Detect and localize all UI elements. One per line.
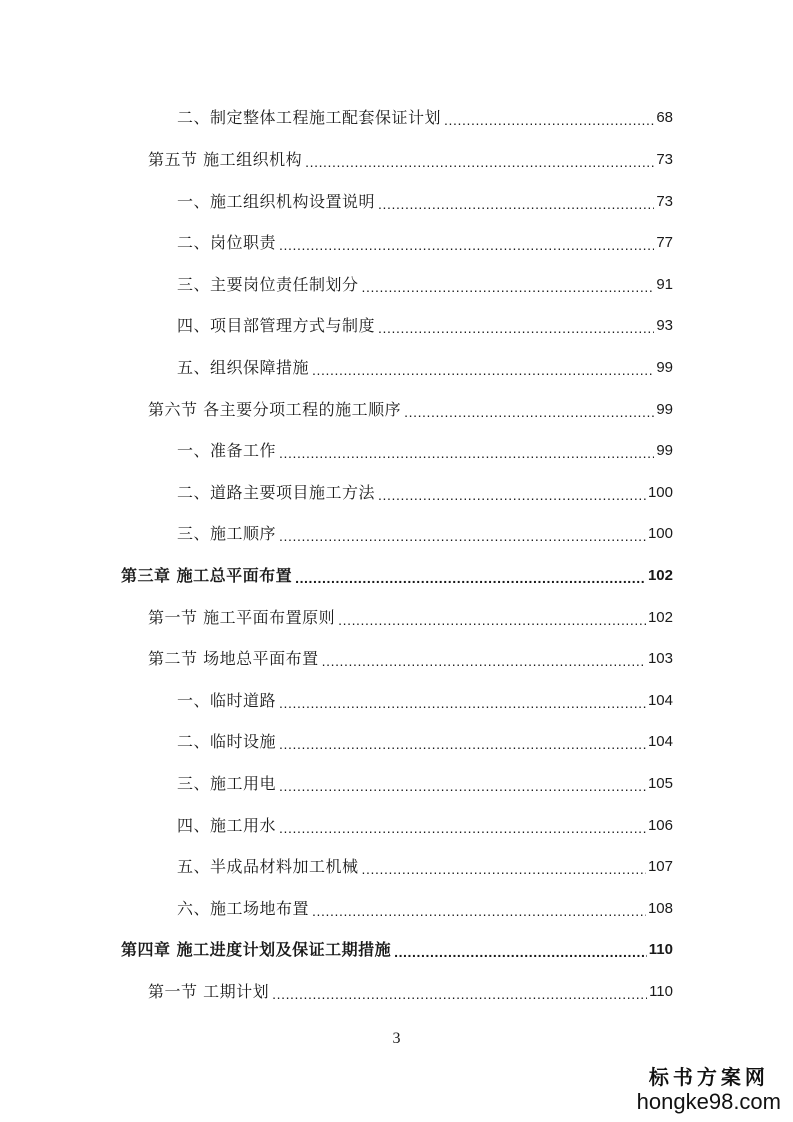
toc-dot-leader xyxy=(279,524,646,544)
toc-entry[interactable] xyxy=(148,645,673,669)
toc-entry-title: 二、临时设施 xyxy=(177,732,277,751)
toc-dot-leader xyxy=(322,649,646,669)
toc-entry-title: 第五节 施工组织机构 xyxy=(148,150,303,169)
toc-entry-page: 106 xyxy=(647,817,673,834)
toc-entry-page: 91 xyxy=(656,276,673,293)
toc-entry-page: 93 xyxy=(656,317,673,334)
toc-entry[interactable] xyxy=(177,812,673,836)
toc-entry-title: 第一节 施工平面布置原则 xyxy=(148,608,336,627)
toc-entry[interactable] xyxy=(148,978,673,1002)
toc-entry-title: 第二节 场地总平面布置 xyxy=(148,649,319,668)
page-number: 3 xyxy=(392,1030,401,1047)
toc-dot-leader xyxy=(295,566,646,586)
toc-entry[interactable] xyxy=(177,895,673,919)
toc-entry-page: 73 xyxy=(656,151,673,168)
toc-dot-leader xyxy=(378,316,654,336)
toc-entry-page: 102 xyxy=(647,609,673,626)
toc-entry[interactable] xyxy=(177,229,673,253)
watermark-chinese-text: 标书方案网 xyxy=(648,1065,769,1089)
toc-entry[interactable] xyxy=(177,520,673,544)
toc-entry-page: 110 xyxy=(649,983,673,1000)
toc-entry-page: 105 xyxy=(647,775,673,792)
toc-entry[interactable] xyxy=(177,104,673,128)
toc-entry-title: 三、施工用电 xyxy=(177,774,277,793)
toc-dot-leader xyxy=(305,150,654,170)
toc-dot-leader xyxy=(279,233,654,253)
toc-entry-title: 五、半成品材料加工机械 xyxy=(177,857,359,876)
toc-entry[interactable] xyxy=(177,188,673,212)
toc-entry-title: 四、项目部管理方式与制度 xyxy=(177,316,376,335)
toc-dot-leader xyxy=(279,816,646,836)
toc-entry-page: 104 xyxy=(647,733,673,750)
toc-entry-page: 100 xyxy=(647,484,673,501)
toc-entry[interactable] xyxy=(148,396,673,420)
toc-dot-leader xyxy=(312,358,654,378)
site-watermark xyxy=(637,1064,781,1114)
toc-dot-leader xyxy=(272,982,647,1002)
toc-entry-title: 第四章 施工进度计划及保证工期措施 xyxy=(121,940,392,959)
toc-entry[interactable] xyxy=(148,604,673,628)
toc-entry-title: 二、道路主要项目施工方法 xyxy=(177,483,376,502)
toc-dot-leader xyxy=(362,275,655,295)
toc-entry[interactable] xyxy=(177,770,673,794)
toc-dot-leader xyxy=(444,108,654,128)
toc-entry-page: 107 xyxy=(647,858,673,875)
toc-dot-leader xyxy=(362,857,646,877)
toc-entry-page: 99 xyxy=(656,401,673,418)
toc-dot-leader xyxy=(338,608,646,628)
toc-entry-title: 一、临时道路 xyxy=(177,691,277,710)
toc-dot-leader xyxy=(378,483,646,503)
toc-entry-page: 104 xyxy=(647,692,673,709)
toc-entry[interactable] xyxy=(177,271,673,295)
toc-entry-title: 五、组织保障措施 xyxy=(177,358,310,377)
toc-dot-leader xyxy=(279,774,646,794)
toc-entry-page: 77 xyxy=(656,234,673,251)
toc-entry[interactable] xyxy=(177,853,673,877)
toc-entry[interactable] xyxy=(177,687,673,711)
toc-entry-title: 一、施工组织机构设置说明 xyxy=(177,192,376,211)
toc-entry-title: 第一节 工期计划 xyxy=(148,982,270,1001)
toc-entry[interactable] xyxy=(177,437,673,461)
toc-entry-title: 第六节 各主要分项工程的施工顺序 xyxy=(148,400,402,419)
toc-chapter-entry[interactable] xyxy=(121,562,673,586)
toc-entry-title: 三、施工顺序 xyxy=(177,524,277,543)
toc-dot-leader xyxy=(404,400,654,420)
toc-entry[interactable] xyxy=(177,479,673,503)
toc-entry-title: 第三章 施工总平面布置 xyxy=(121,566,293,585)
toc-entry-page: 68 xyxy=(656,109,673,126)
toc-dot-leader xyxy=(279,732,646,752)
toc-entry-page: 73 xyxy=(656,193,673,210)
toc-entry-title: 六、施工场地布置 xyxy=(177,899,310,918)
watermark-domain-text: hongke98.com xyxy=(636,1089,781,1114)
toc-dot-leader xyxy=(394,940,647,960)
toc-entry-title: 三、主要岗位责任制划分 xyxy=(177,275,359,294)
toc-entry-title: 二、岗位职责 xyxy=(177,233,277,252)
toc-entry-title: 四、施工用水 xyxy=(177,816,277,835)
toc-entry-page: 108 xyxy=(647,900,673,917)
toc-entry-page: 99 xyxy=(656,442,673,459)
toc-entry-page: 103 xyxy=(647,650,673,667)
toc-entry-page: 102 xyxy=(647,567,673,584)
toc-entry-title: 一、准备工作 xyxy=(177,441,277,460)
toc-dot-leader xyxy=(279,441,654,461)
toc-dot-leader xyxy=(312,899,646,919)
toc-entry[interactable] xyxy=(177,312,673,336)
toc-entry[interactable] xyxy=(177,354,673,378)
toc-chapter-entry[interactable] xyxy=(121,936,673,960)
toc-entry[interactable] xyxy=(177,728,673,752)
toc-dot-leader xyxy=(378,192,654,212)
toc-entry[interactable] xyxy=(148,146,673,170)
toc-entry-page: 110 xyxy=(648,941,673,958)
toc-dot-leader xyxy=(279,691,646,711)
toc-entry-page: 99 xyxy=(656,359,673,376)
toc-entry-page: 100 xyxy=(647,525,673,542)
toc-entry-title: 二、制定整体工程施工配套保证计划 xyxy=(177,108,442,127)
